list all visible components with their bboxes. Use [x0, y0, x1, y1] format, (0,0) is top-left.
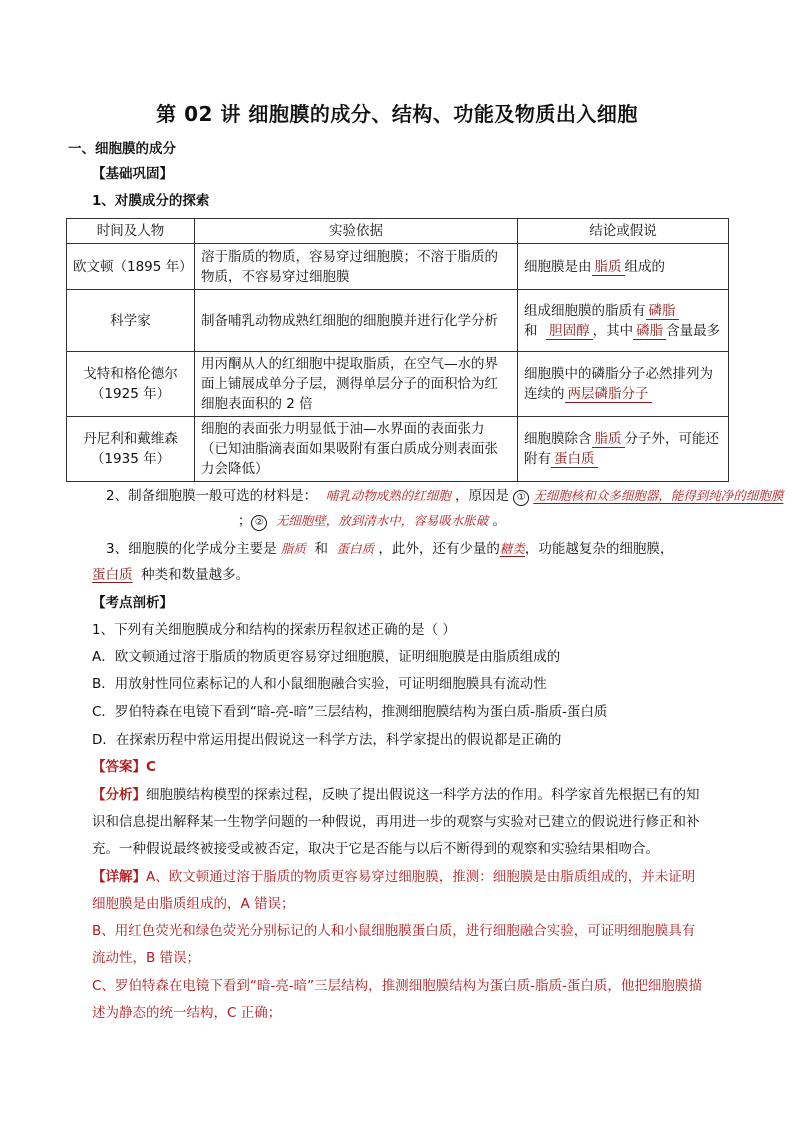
handwritten-answer: 蛋白质 [336, 541, 375, 556]
answer-blank: 脂质 [592, 259, 625, 276]
option-b: B．用放射性同位素标记的人和小鼠细胞融合实验，可证明细胞膜具有流动性 [92, 676, 547, 692]
analysis-line-3: 充。一种假说最终被接受或被否定，取决于它是否能与以后不断得到的观察和实验结果相吻合。 [92, 841, 659, 857]
table-row [67, 352, 729, 417]
detail-line-2: 细胞膜是由脂质组成的，A 错误； [92, 896, 295, 912]
question-2-line-2: ； ② 无细胞壁，放到清水中，容易吸水胀破 。 [237, 513, 507, 529]
row-person: 戈特和格伦德尔 （1925 年） [67, 352, 195, 417]
row-evidence: 细胞的表面张力明显低于油—水界面的表面张力（已知油脂滴表面如果吸附有蛋白质成分则表面张力会降低） [195, 417, 518, 482]
row-evidence: 用丙酮从人的红细胞中提取脂质，在空气—水的界面上铺展成单分子层，测得单层分子的面积恰为红细胞表面积的 2 倍 [195, 352, 518, 417]
table-row [67, 244, 729, 290]
detail-line-3: B、用红色荧光和绿色荧光分别标记的人和小鼠细胞膜蛋白质，进行细胞融合实验，可证明细胞膜具有 [92, 923, 696, 939]
option-d: D．在探索历程中常运用提出假说这一科学方法，科学家提出的假说都是正确的 [92, 732, 562, 748]
section-heading: 一、细胞膜的成分 [68, 141, 176, 157]
handwritten-reason-1: 无细胞核和众多细胞器，能得到纯净的细胞膜 [533, 488, 784, 503]
answer-blank: 磷脂 [646, 303, 679, 320]
answer-blank: 胆固醇 [546, 323, 593, 340]
table-header-row [67, 219, 729, 244]
answer-blank: 磷脂 [633, 323, 666, 340]
answer-blank: 两层磷脂分子 [565, 386, 652, 403]
table-row [67, 417, 729, 482]
row-conclusion: 细胞膜除含 脂质 分子外，可能还附有 蛋白质 [518, 417, 729, 482]
question-2-line-1: 2、制备细胞膜一般可选的材料是： 哺乳动物成熟的红细胞 ，原因是 ① 无细胞核和众多细胞器，能得到纯净的细胞膜 [106, 488, 784, 504]
detail-line-6: 述为静态的统一结构，C 正确； [92, 1005, 282, 1021]
handwritten-answer: 糖类 [499, 541, 525, 556]
header-evidence: 实验依据 [195, 219, 518, 244]
circled-number-2: ② [251, 515, 267, 531]
row-conclusion: 细胞膜中的磷脂分子必然排列为连续的 两层磷脂分子 [518, 352, 729, 417]
question-3-line-1: 3、细胞膜的化学成分主要是 脂质 和 蛋白质 ，此外，还有少量的糖类，功能越复杂的细胞膜， [106, 541, 674, 557]
row-person: 欧文顿（1895 年） [67, 244, 195, 290]
header-person: 时间及人物 [67, 219, 195, 244]
analysis-label: 【分析】 [92, 787, 146, 803]
answer-blank: 蛋白质 [92, 567, 133, 583]
membrane-exploration-table [66, 218, 729, 482]
question-stem: 1、下列有关细胞膜成分和结构的探索历程叙述正确的是（ ） [92, 622, 456, 638]
analysis-line-1: 【分析】细胞膜结构模型的探索过程，反映了提出假说这一科学方法的作用。科学家首先根据已有的知 [92, 787, 700, 803]
option-a: A．欧文顿通过溶于脂质的物质更容易穿过细胞膜，证明细胞膜是由脂质组成的 [92, 649, 561, 665]
basic-header: 【基础巩固】 [92, 166, 173, 182]
header-conclusion: 结论或假说 [518, 219, 729, 244]
page-title: 第 02 讲 细胞膜的成分、结构、功能及物质出入细胞 [156, 102, 638, 126]
answer-blank: 蛋白质 [551, 451, 598, 468]
handwritten-answer: 哺乳动物成熟的红细胞 [325, 488, 451, 503]
answer-blank: 脂质 [592, 431, 625, 448]
analysis-line-2: 识和信息提出解释某一生物学问题的一种假说，再用进一步的观察与实验对已建立的假说进行修正和补 [92, 814, 700, 830]
circled-number-1: ① [513, 490, 529, 506]
handwritten-answer: 脂质 [280, 541, 306, 556]
detail-line-1: 【详解】A、欧文顿通过溶于脂质的物质更容易穿过细胞膜，推测：细胞膜是由脂质组成的，并未证明 [92, 869, 696, 885]
question-3-line-2: 蛋白质 种类和数量越多。 [92, 567, 250, 583]
table-row [67, 290, 729, 352]
analysis-header: 【考点剖析】 [92, 595, 173, 611]
detail-line-5: C、罗伯特森在电镜下看到“暗-亮-暗”三层结构，推测细胞膜结构为蛋白质-脂质-蛋白质，他把细胞膜描 [92, 978, 702, 994]
option-c: C．罗伯特森在电镜下看到“暗-亮-暗”三层结构，推测细胞膜结构为蛋白质-脂质-蛋白质 [92, 704, 608, 720]
answer-line: 【答案】C [92, 759, 156, 775]
row-conclusion: 组成细胞膜的脂质有 磷脂 和 胆固醇 ，其中 磷脂 含量最多 [518, 290, 729, 352]
row-person: 科学家 [67, 290, 195, 352]
row-evidence: 制备哺乳动物成熟红细胞的细胞膜并进行化学分析 [195, 290, 518, 352]
row-conclusion: 细胞膜是由 脂质 组成的 [518, 244, 729, 290]
handwritten-reason-2: 无细胞壁，放到清水中，容易吸水胀破 [275, 513, 489, 528]
item-1-heading: 1、对膜成分的探索 [92, 193, 210, 209]
detail-label: 【详解】 [92, 869, 146, 885]
row-evidence: 溶于脂质的物质，容易穿过细胞膜；不溶于脂质的物质，不容易穿过细胞膜 [195, 244, 518, 290]
row-person: 丹尼利和戴维森 （1935 年） [67, 417, 195, 482]
answer-value: C [146, 759, 156, 775]
detail-line-4: 流动性，B 错误； [92, 950, 201, 966]
